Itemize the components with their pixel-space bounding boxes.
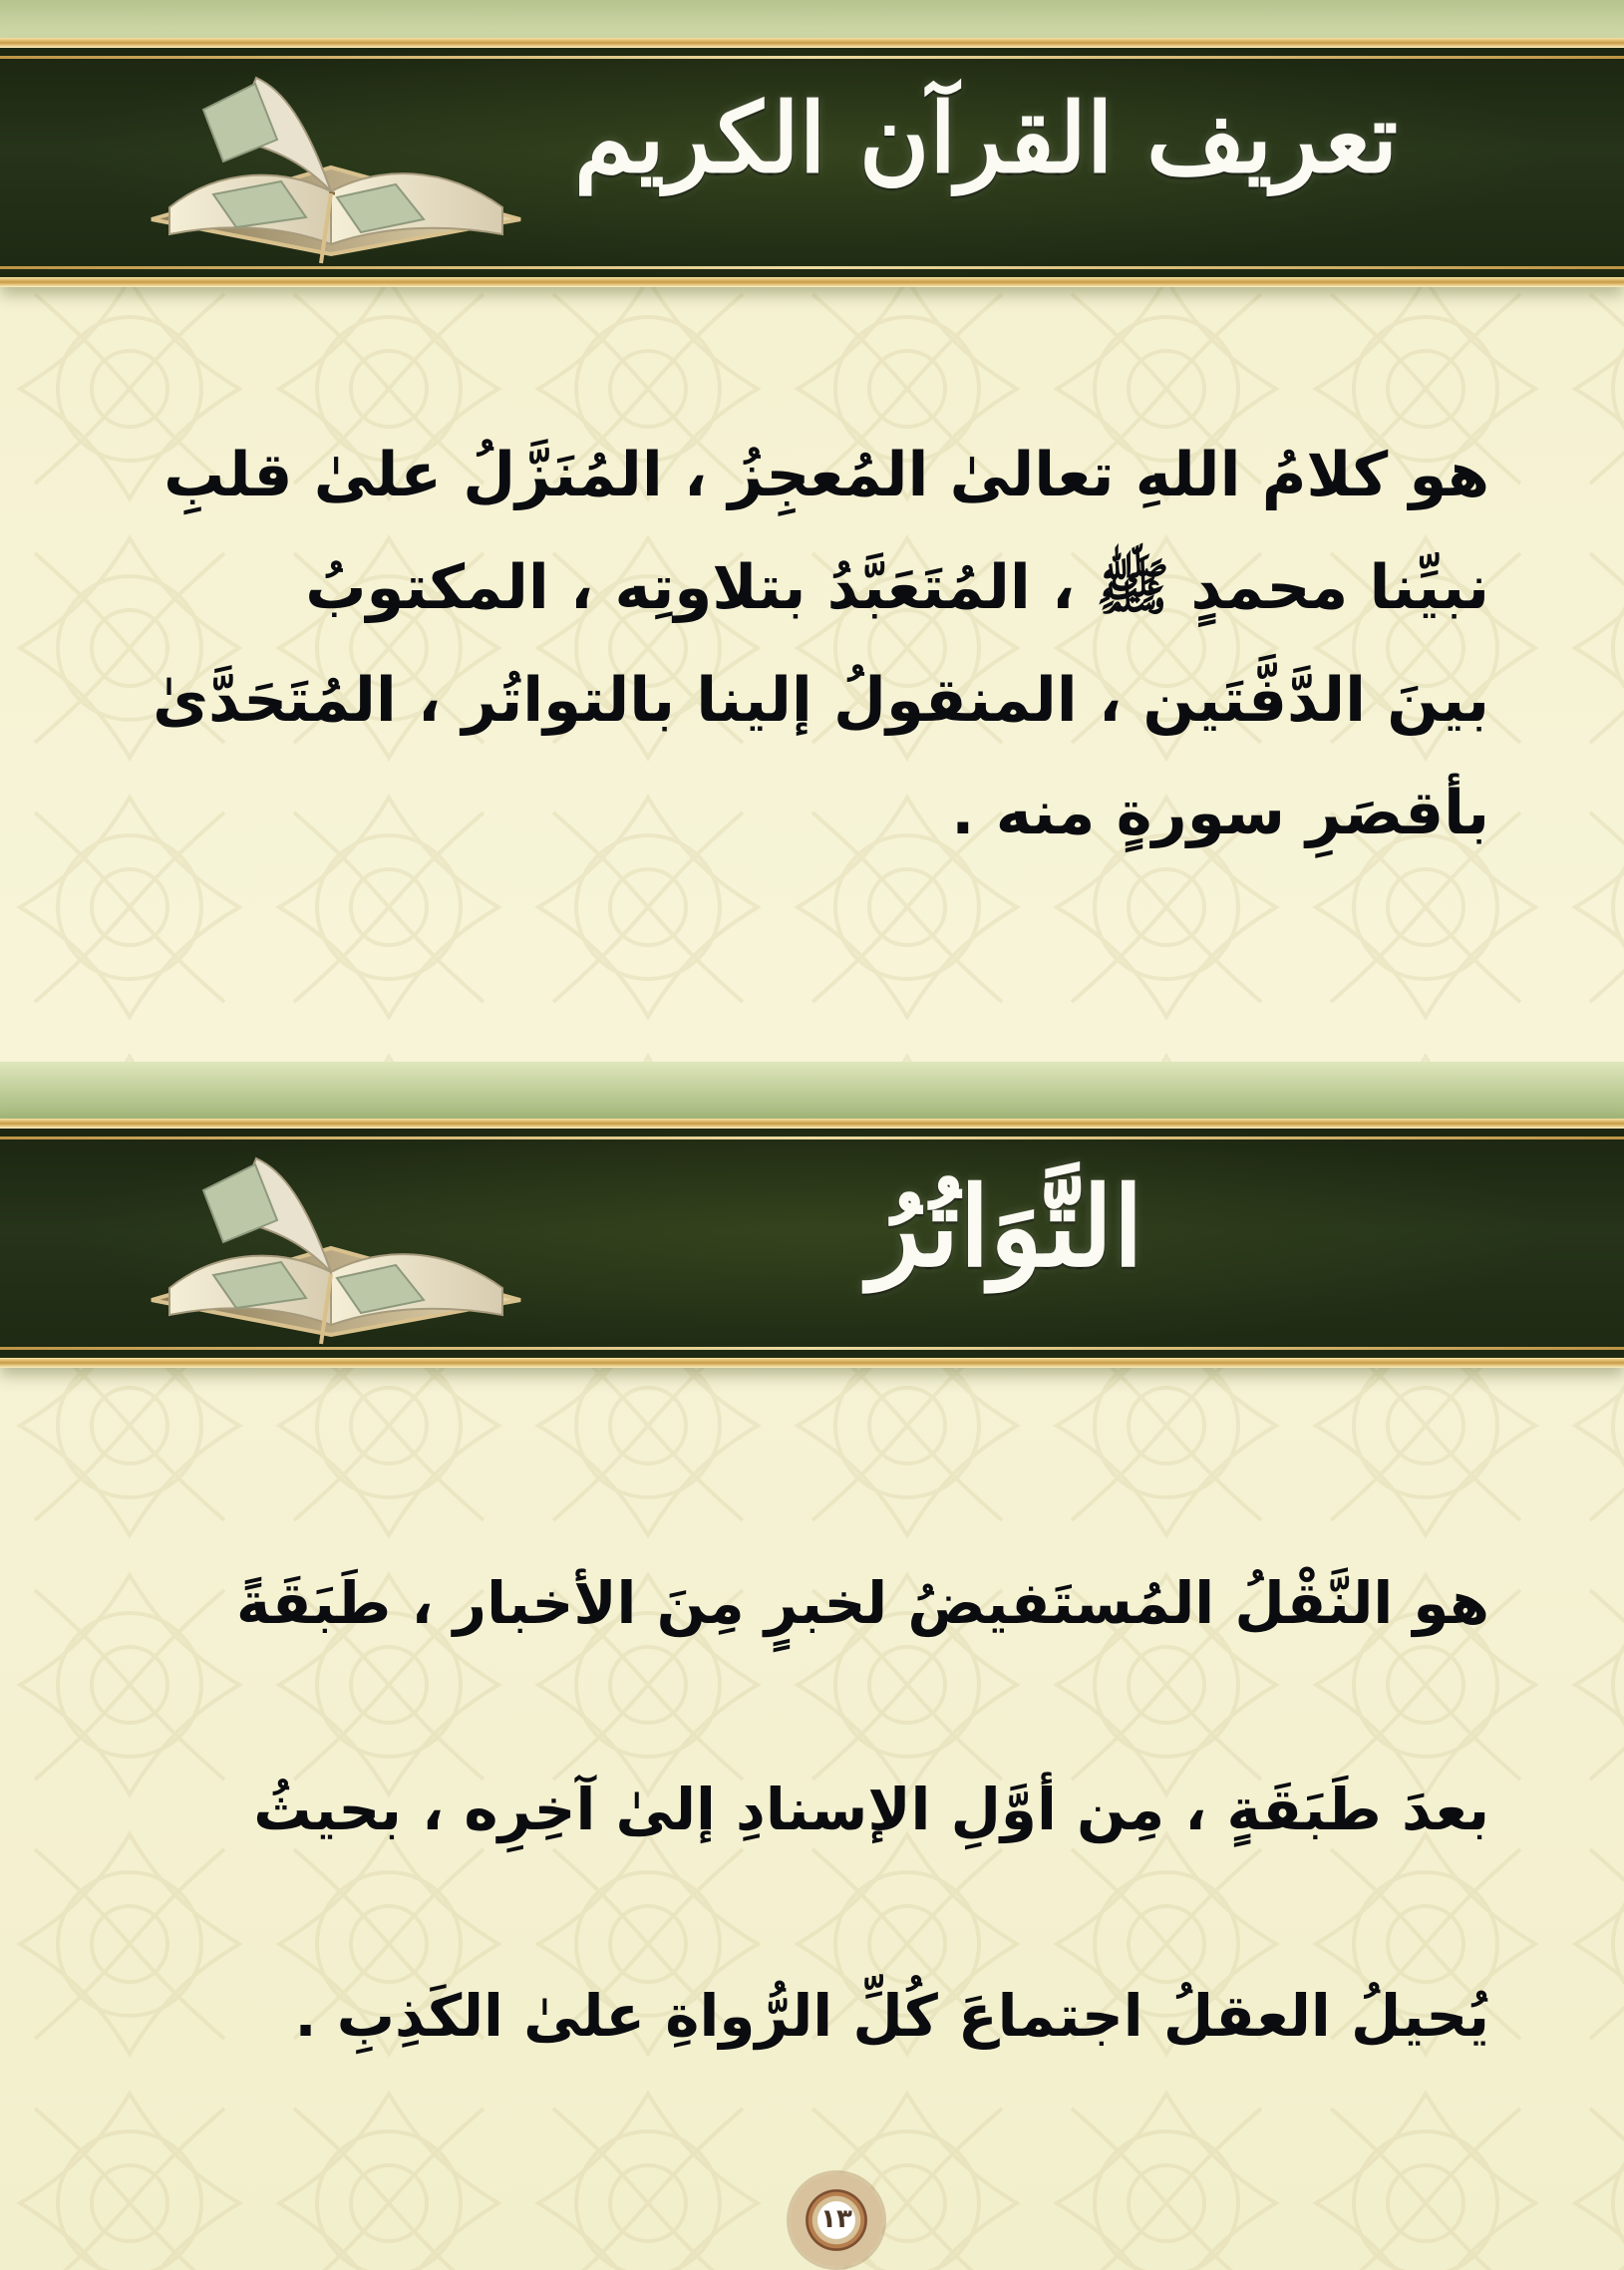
section2-banner xyxy=(0,1119,1624,1368)
section1-line: نبيِّنا محمدٍ ﷺ ، المُتَعَبَّدُ بتلاوتِه ، المكتوبُ xyxy=(305,552,1489,623)
section2-line: هو النَّقْلُ المُستَفيضُ لخبرٍ مِنَ الأخبار ، طَبَقَةً xyxy=(236,1569,1489,1637)
top-green-strip xyxy=(0,0,1624,40)
section1-line: بينَ الدَّفَّتَين ، المنقولُ إلينا بالتواتُر ، المُتَحَدَّىٰ xyxy=(153,665,1489,736)
section1-text xyxy=(134,419,1489,869)
page-number: ١٣ xyxy=(820,2204,852,2234)
open-quran-icon xyxy=(142,50,530,269)
open-quran-icon xyxy=(142,1131,530,1350)
section2-text xyxy=(134,1500,1489,2119)
middle-green-strip xyxy=(0,1062,1624,1122)
section2-line: يُحيلُ العقلُ اجتماعَ كُلِّ الرُّواةِ علىٰ الكَذِبِ . xyxy=(294,1982,1489,2050)
page-number-medallion xyxy=(790,2173,883,2267)
section1-title: تعريف القرآن الكريم xyxy=(573,82,1399,194)
section2-title: التَّوَاتُرُ xyxy=(868,1162,1143,1291)
section2-line: بعدَ طَبَقَةٍ ، مِن أوَّلِ الإسنادِ إلىٰ آخِرِه ، بحيثُ xyxy=(253,1776,1489,1843)
section1-line: بأقصَرِ سورةٍ منه . xyxy=(951,778,1489,848)
section1-line: هو كلامُ اللهِ تعالىٰ المُعجِزُ ، المُنَزَّلُ علىٰ قلبِ xyxy=(163,440,1489,510)
section1-banner xyxy=(0,38,1624,287)
